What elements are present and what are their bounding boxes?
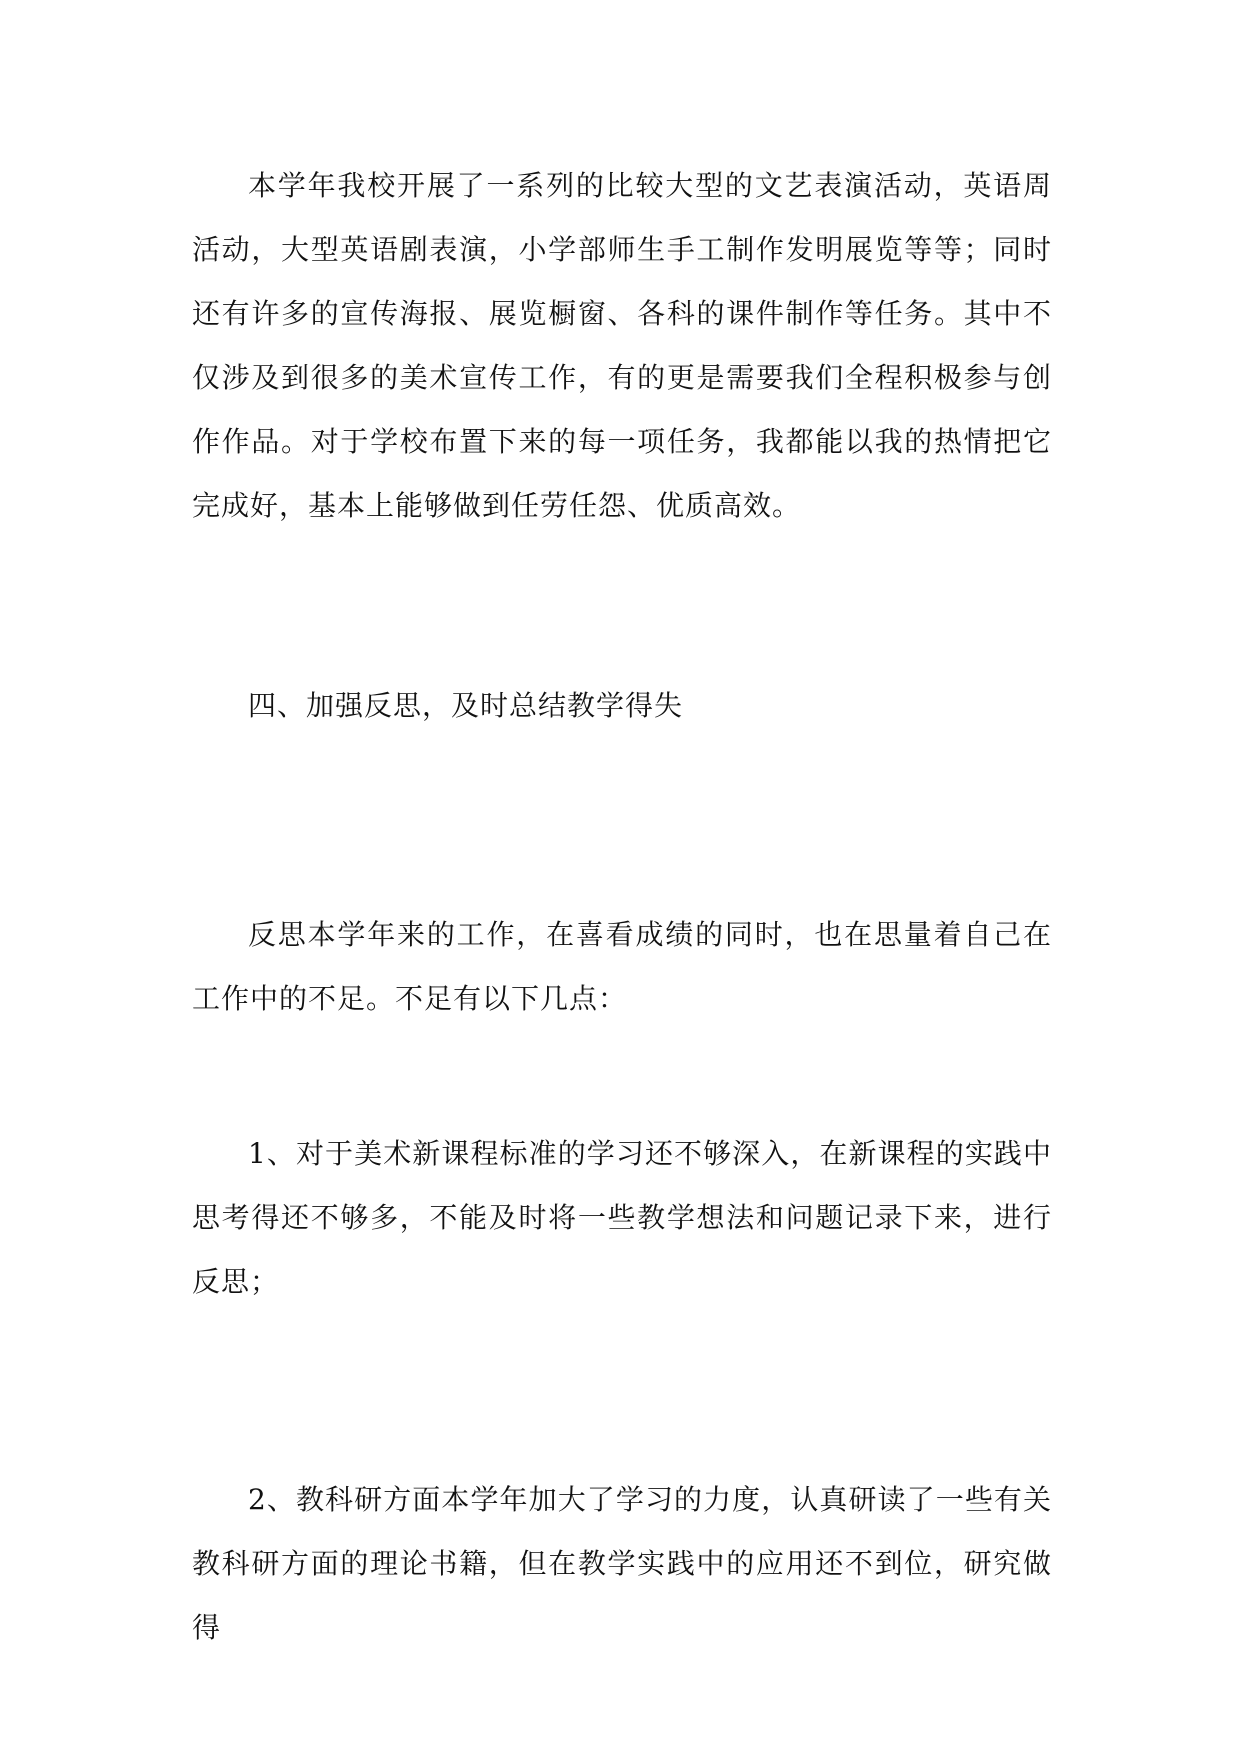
paragraph-shortcoming-2: 2、教科研方面本学年加大了学习的力度，认真研读了一些有关教科研方面的理论书籍，但在教学实践中的应用还不到位，研究做得: [192, 1483, 1052, 1644]
paragraph-school-activities: 本学年我校开展了一系列的比较大型的文艺表演活动，英语周活动，大型英语剧表演，小学部师生手工制作发明展览等等；同时还有许多的宣传海报、展览橱窗、各科的课件制作等任务。其中不仅涉及到很多的美术宣传工作，有的更是需要我们全程积极参与创作作品。对于学校布置下来的每一项任务，我都能以我的热情把它完成好，基本上能够做到任劳任怨、优质高效。: [192, 169, 1052, 522]
paragraph-shortcoming-1: 1、对于美术新课程标准的学习还不够深入，在新课程的实践中思考得还不够多，不能及时将一些教学想法和问题记录下来，进行反思；: [192, 1137, 1052, 1298]
paragraph-reflection-intro: 反思本学年来的工作，在喜看成绩的同时，也在思量着自己在工作中的不足。不足有以下几点：: [192, 918, 1052, 1015]
section-heading-reflection: 四、加强反思，及时总结教学得失: [248, 689, 684, 722]
